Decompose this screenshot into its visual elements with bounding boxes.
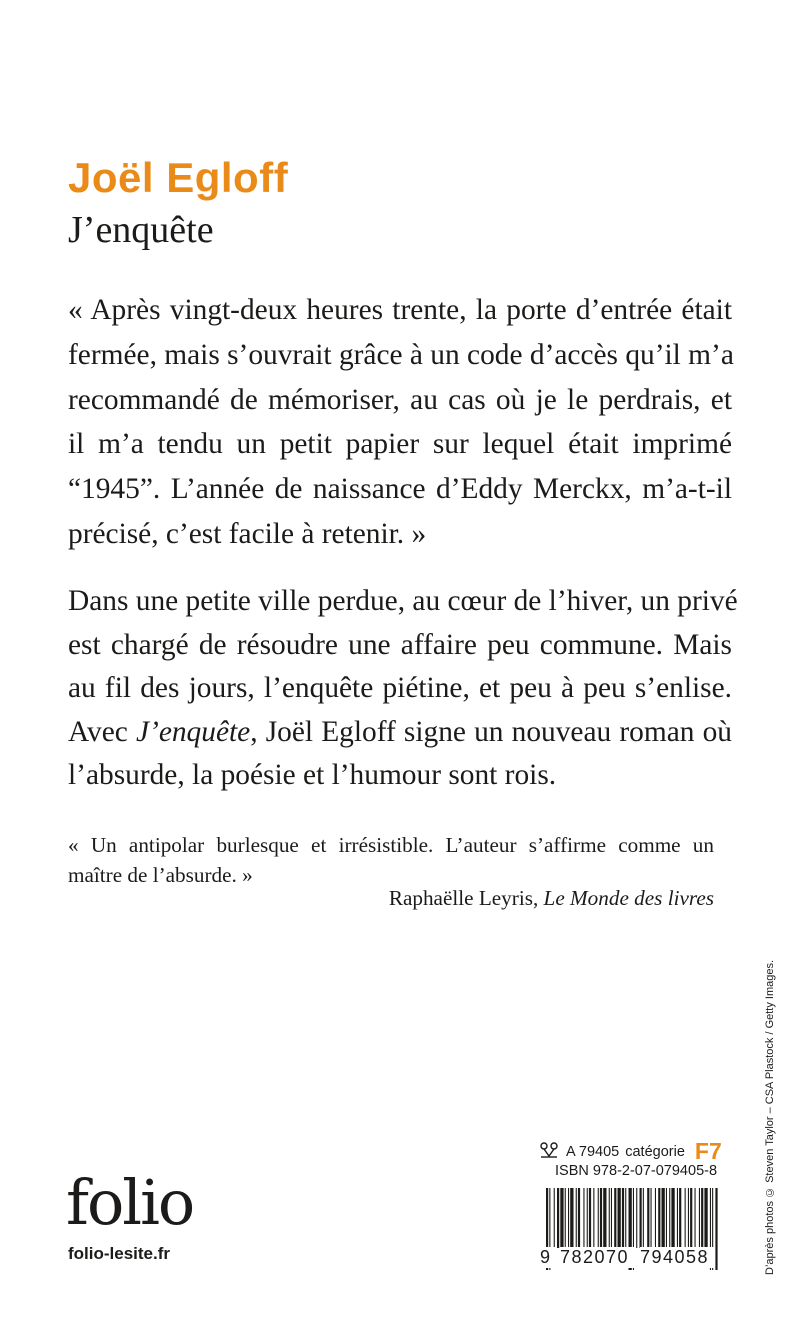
barcode-bar bbox=[704, 1188, 707, 1248]
barcode-bar bbox=[565, 1188, 566, 1248]
barcode-bar bbox=[625, 1188, 626, 1248]
barcode-bar bbox=[587, 1188, 588, 1248]
folio-logo: folio bbox=[66, 1166, 194, 1239]
barcode-digit-group: 794058 bbox=[640, 1247, 714, 1268]
website-link: folio-lesite.fr bbox=[68, 1244, 171, 1263]
barcode-bar bbox=[701, 1188, 703, 1248]
quote-attribution bbox=[389, 886, 714, 911]
summary-line bbox=[68, 711, 732, 755]
attribution-source: Le Monde des livres bbox=[543, 886, 714, 910]
barcode-bar bbox=[598, 1188, 599, 1248]
barcode-bar bbox=[685, 1188, 686, 1248]
barcode-bar bbox=[589, 1188, 591, 1248]
barcode-bar bbox=[618, 1188, 621, 1248]
barcode-bar bbox=[570, 1188, 573, 1248]
barcode-bar bbox=[640, 1188, 642, 1248]
barcode-bar bbox=[636, 1188, 637, 1248]
barcode-bar bbox=[658, 1188, 660, 1248]
barcode-bar bbox=[576, 1188, 577, 1248]
press-quote bbox=[68, 830, 714, 890]
barcode-bar bbox=[568, 1188, 569, 1248]
barcode-bar bbox=[666, 1188, 667, 1248]
barcode-digit-group: 782070 bbox=[560, 1247, 634, 1268]
summary-line: est chargé de résoudre une affaire peu commune. Mais bbox=[68, 628, 732, 661]
summary-line: Dans une petite ville perdue, au cœur de l’hiver, un privé bbox=[68, 585, 738, 617]
book-summary bbox=[68, 580, 738, 798]
category-line bbox=[538, 1138, 722, 1165]
barcode-digit-group: 9 bbox=[540, 1247, 556, 1268]
barcode-digits bbox=[540, 1247, 720, 1268]
barcode-bar bbox=[593, 1188, 594, 1248]
book-title: J’enquête bbox=[68, 209, 214, 251]
barcode-bar bbox=[622, 1188, 624, 1248]
book-excerpt bbox=[68, 288, 732, 557]
quote-line: « Un antipolar burlesque et irrésistible. L’auteur s’affirme comme un bbox=[68, 833, 714, 857]
barcode-bar bbox=[643, 1188, 644, 1248]
category-code: F7 bbox=[694, 1138, 722, 1164]
barcode-bar bbox=[647, 1188, 649, 1248]
barcode-bar bbox=[611, 1188, 612, 1248]
excerpt-line: il m’a tendu un petit papier sur lequel était imprimé bbox=[68, 428, 732, 461]
barcode-bar bbox=[609, 1188, 610, 1248]
barcode-bar bbox=[679, 1188, 681, 1248]
barcode-bar bbox=[699, 1188, 700, 1248]
barcode-bar bbox=[677, 1188, 678, 1248]
barcode-bar bbox=[662, 1188, 665, 1248]
excerpt-line: recommandé de mémoriser, au cas où je le perdrais, et bbox=[68, 383, 732, 416]
summary-title-italic: J’enquête bbox=[135, 715, 251, 748]
barcode-bar bbox=[695, 1188, 696, 1248]
barcode-bar bbox=[578, 1188, 580, 1248]
excerpt-line: « Après vingt-deux heures trente, la porte d’entrée était bbox=[68, 294, 732, 326]
gallimard-logo-icon bbox=[538, 1141, 560, 1163]
barcode-bar bbox=[557, 1188, 559, 1248]
excerpt-line: fermée, mais s’ouvrait grâce à un code d’accès qu’il m’a bbox=[68, 338, 734, 371]
isbn: ISBN 978-2-07-079405-8 bbox=[555, 1163, 718, 1179]
barcode-bar bbox=[554, 1188, 555, 1248]
summary-text: , Joël Egloff signe un nouveau roman où bbox=[250, 715, 732, 748]
barcode-bar bbox=[690, 1188, 692, 1248]
barcode-bar bbox=[600, 1188, 602, 1248]
excerpt-line: “1945”. L’année de naissance d’Eddy Merckx, m’a-t-il bbox=[68, 473, 732, 506]
summary-line: l’absurde, la poésie et l’humour sont rois. bbox=[68, 759, 557, 791]
quote-line: maître de l’absurde. » bbox=[68, 863, 253, 887]
attribution-name: Raphaëlle Leyris, bbox=[388, 886, 544, 910]
barcode-bar bbox=[560, 1188, 563, 1248]
barcode-bar bbox=[688, 1188, 689, 1248]
barcode-bar bbox=[671, 1188, 674, 1248]
summary-line: au fil des jours, l’enquête piétine, et peu à peu s’enlise. bbox=[68, 672, 732, 704]
category-label: catégorie bbox=[625, 1143, 685, 1160]
barcode-bar bbox=[614, 1188, 616, 1248]
barcode-bar bbox=[655, 1188, 656, 1248]
article-code: A 79405 bbox=[566, 1143, 620, 1160]
barcode-bar bbox=[651, 1188, 652, 1248]
summary-text: Avec bbox=[68, 715, 136, 748]
barcode-bar bbox=[603, 1188, 606, 1248]
barcode-bar bbox=[669, 1188, 670, 1248]
excerpt-line: précisé, c’est facile à retenir. » bbox=[68, 517, 427, 550]
photo-credit: D’après photos © Steven Taylor – CSA Plastock / Getty Images. bbox=[764, 959, 776, 1275]
barcode-bar bbox=[583, 1188, 584, 1248]
author-name: Joël Egloff bbox=[68, 154, 289, 201]
